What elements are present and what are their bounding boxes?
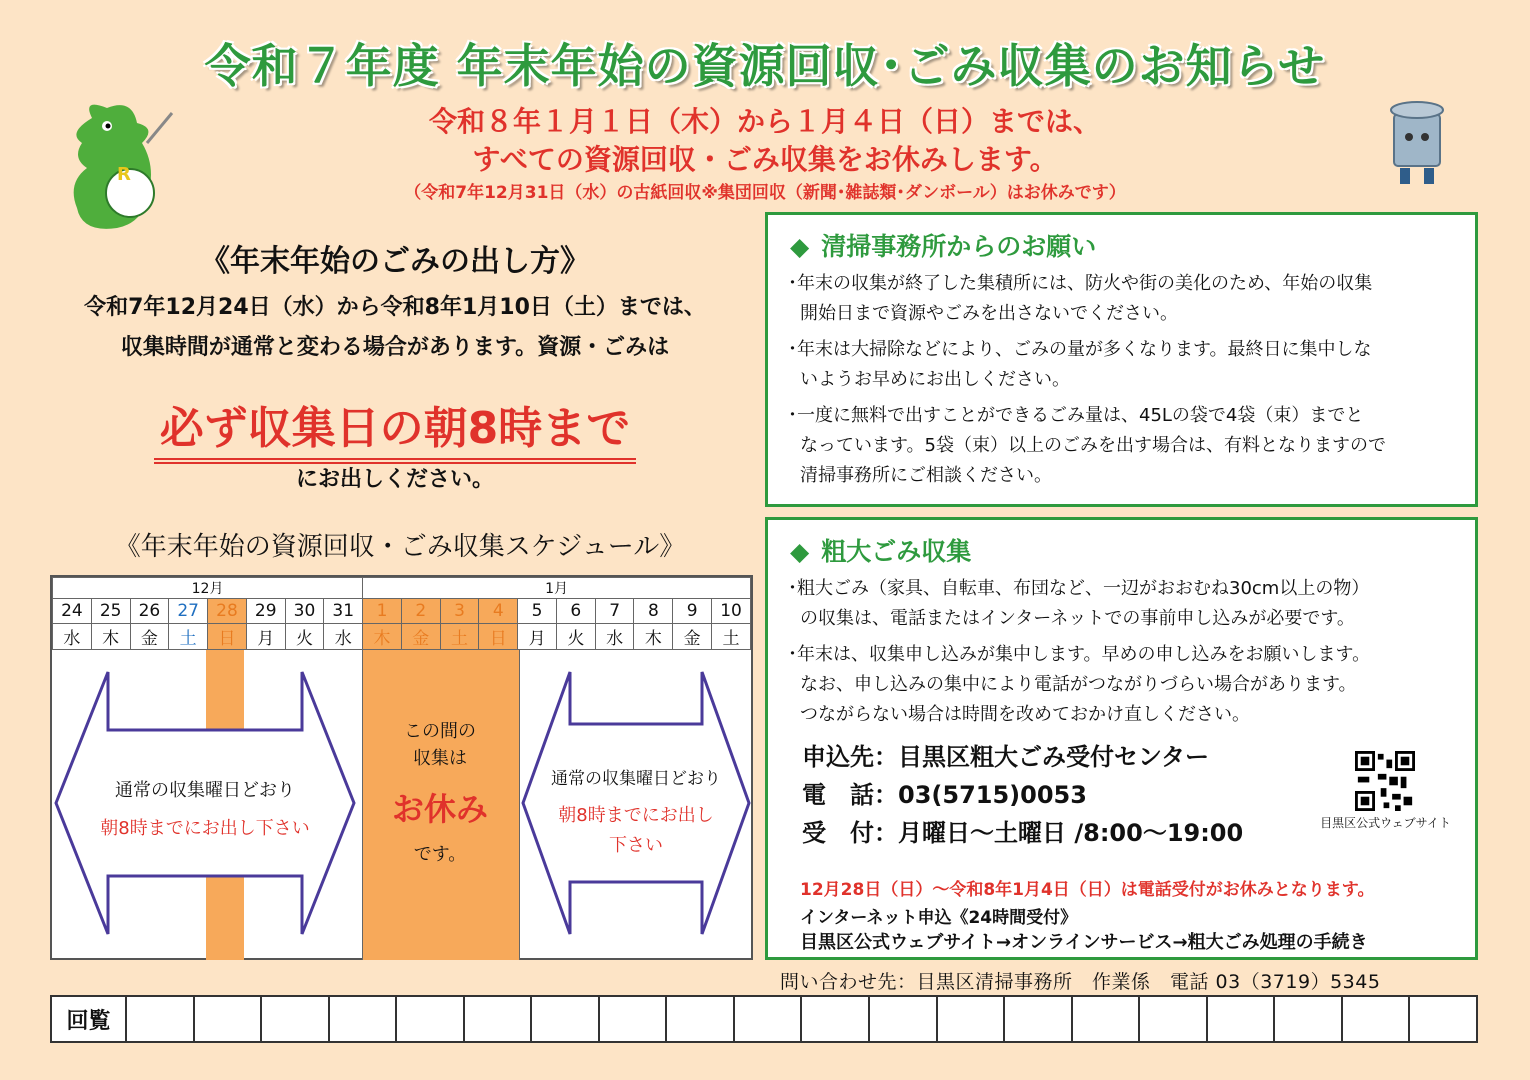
bulky-item1-line2: の収集は、電話またはインターネットでの事前申し込みが必要です。 [800,608,1355,629]
date-cell: 24 [53,599,92,624]
stamp-cell[interactable] [127,997,195,1041]
request-item1-line2: 開始日まで資源やごみを出さないでください。 [800,303,1178,324]
weekday-cell: 木 [634,624,673,650]
stamp-cell[interactable] [870,997,938,1041]
stamp-cell[interactable] [262,997,330,1041]
internet-apply-path[interactable]: 目黒区公式ウェブサイト→オンラインサービス→粗大ごみ処理の手続き [800,932,1368,953]
date-cell: 9 [673,599,712,624]
stamp-cell[interactable] [1208,997,1276,1041]
phone-closed-note: 12月28日（日）～令和8年1月4日（日）は電話受付がお休みとなります。 [800,880,1375,900]
weekday-cell: 月 [246,624,285,650]
stamp-cell[interactable] [532,997,600,1041]
stamp-cell[interactable] [735,997,803,1041]
reception-hours: 受 付：月曜日～土曜日 /8:00～19:00 [802,819,1244,847]
date-cell: 5 [518,599,557,624]
date-cell: 25 [91,599,130,624]
apply-destination: 申込先：目黒区粗大ごみ受付センター [802,743,1210,771]
month-january: 1月 [363,578,751,599]
weekday-cell: 金 [401,624,440,650]
date-cell: 8 [634,599,673,624]
dinosaur-mascot-icon [62,98,187,238]
request-item3-line2: なっています。5袋（束）以上のごみを出す場合は、有料となりますので [800,435,1387,456]
circulation-label: 回覧 [52,997,127,1041]
weekday-cell: 月 [518,624,557,650]
weekday-cell: 水 [53,624,92,650]
request-heading: 清掃事務所からのお願い [821,232,1097,261]
weekday-cell: 金 [130,624,169,650]
date-cell: 2 [401,599,440,624]
right-by-8am-line2: 下さい [609,835,663,856]
stamp-cell[interactable] [1073,997,1141,1041]
date-cell: 1 [363,599,402,624]
date-cell: 6 [556,599,595,624]
weekday-cell: 木 [363,624,402,650]
deadline-emphasis: 必ず収集日の朝8時まで [154,392,637,464]
schedule-heading: 《年末年始の資源回収・ごみ収集スケジュール》 [114,532,686,562]
internet-apply-label: インターネット申込《24時間受付》 [800,908,1078,928]
bulky-item1-line1: ･粗大ごみ（家具、自転車、布団など、一辺がおおむね30cm以上の物） [788,578,1370,599]
date-cell: 28 [208,599,247,624]
weekday-cell: 火 [556,624,595,650]
howto-time-change-text: 収集時間が通常と変わる場合があります。資源・ごみは [120,335,670,360]
weekday-cell: 日 [479,624,518,650]
date-cell: 27 [169,599,208,624]
stamp-cell[interactable] [1005,997,1073,1041]
mid-closed-label: お休み [391,790,488,828]
request-item2-line1: ･年末は大掃除などにより、ごみの量が多くなります。最終日に集中しな [788,339,1372,360]
date-cell: 10 [712,599,751,624]
weekday-cell: 木 [91,624,130,650]
request-item2-line2: いようお早めにお出しください。 [800,369,1070,390]
left-double-arrow-icon [52,668,358,938]
weekday-cell: 水 [324,624,363,650]
page-title: 令和７年度 年末年始の資源回収･ごみ収集のお知らせ [204,39,1326,93]
request-item1-line1: ･年末の収集が終了した集積所には、防火や街の美化のため、年始の収集 [788,273,1373,294]
stamp-cell[interactable] [1343,997,1411,1041]
date-cell: 7 [595,599,634,624]
stamp-cell[interactable] [600,997,668,1041]
mid-line2: 収集は [413,748,467,769]
mid-line1: この間の [404,721,476,742]
bulky-item2-line3: つながらない場合は時間を改めておかけ直しください。 [800,704,1250,725]
right-by-8am-line1: 朝8時までにお出し [558,805,714,826]
stamp-cell[interactable] [465,997,533,1041]
weekday-cell: 金 [673,624,712,650]
date-cell: 3 [440,599,479,624]
stamp-cell[interactable] [938,997,1006,1041]
inquiry-contact: 問い合わせ先：目黒区清掃事務所 作業係 電話 03（3719）5345 [780,971,1381,993]
diamond-icon: ◆ [790,537,810,566]
weekday-cell: 火 [285,624,324,650]
diamond-icon: ◆ [790,232,810,261]
circulation-strip [50,995,1478,1043]
right-regular-schedule: 通常の収集曜日どおり [551,769,721,789]
request-item3-line1: ･一度に無料で出すことができるごみ量は、45Lの袋で4袋（束）までと [788,405,1364,426]
qr-caption: 目黒区公式ウェブサイト [1320,816,1451,830]
date-cell: 4 [479,599,518,624]
svg-text:R: R [117,164,131,185]
weekday-cell: 土 [169,624,208,650]
date-cell: 26 [130,599,169,624]
trash-can-mascot-icon [1382,92,1452,192]
stamp-cell[interactable] [1275,997,1343,1041]
weekday-cell: 土 [712,624,751,650]
phone-number[interactable]: 電 話：03(5715)0053 [802,781,1087,809]
month-december: 12月 [53,578,363,599]
request-box [765,212,1478,507]
stamp-cell[interactable] [802,997,870,1041]
qr-code-icon[interactable] [1355,751,1415,811]
date-cell: 31 [324,599,363,624]
stamp-cell[interactable] [397,997,465,1041]
request-item3-line3: 清掃事務所にご相談ください。 [800,465,1052,486]
bulky-item2-line1: ･年末は、収集申し込みが集中します。早めの申し込みをお願いします。 [788,644,1371,665]
bulky-heading: 粗大ごみ収集 [821,537,972,566]
left-regular-schedule: 通常の収集曜日どおり [115,780,295,801]
holiday-notice-line1: 令和８年１月１日（木）から１月４日（日）までは、 [428,105,1101,138]
stamp-cell[interactable] [1410,997,1476,1041]
mid-line3: です。 [413,844,467,865]
holiday-notice-line2: すべての資源回収・ごみ収集をお休みします。 [472,143,1058,176]
howto-heading: 《年末年始のごみの出し方》 [200,244,590,279]
bulky-item2-line2: なお、申し込みの集中により電話がつながりづらい場合があります。 [800,674,1357,695]
stamp-cell[interactable] [1140,997,1208,1041]
date-cell: 30 [285,599,324,624]
left-by-8am: 朝8時までにお出し下さい [100,818,310,839]
stamp-cell[interactable] [330,997,398,1041]
weekday-cell: 日 [208,624,247,650]
stamp-cell[interactable] [195,997,263,1041]
stamp-cell[interactable] [667,997,735,1041]
howto-period-text: 令和7年12月24日（水）から令和8年1月10日（土）までは、 [84,295,706,320]
weekday-cell: 水 [595,624,634,650]
date-cell: 29 [246,599,285,624]
howto-please-put-out: にお出しください。 [295,467,494,492]
weekday-cell: 土 [440,624,479,650]
paper-collection-note: （令和7年12月31日（水）の古紙回収※集団回収（新聞･雑誌類･ダンボール）はお休みです） [404,183,1126,203]
